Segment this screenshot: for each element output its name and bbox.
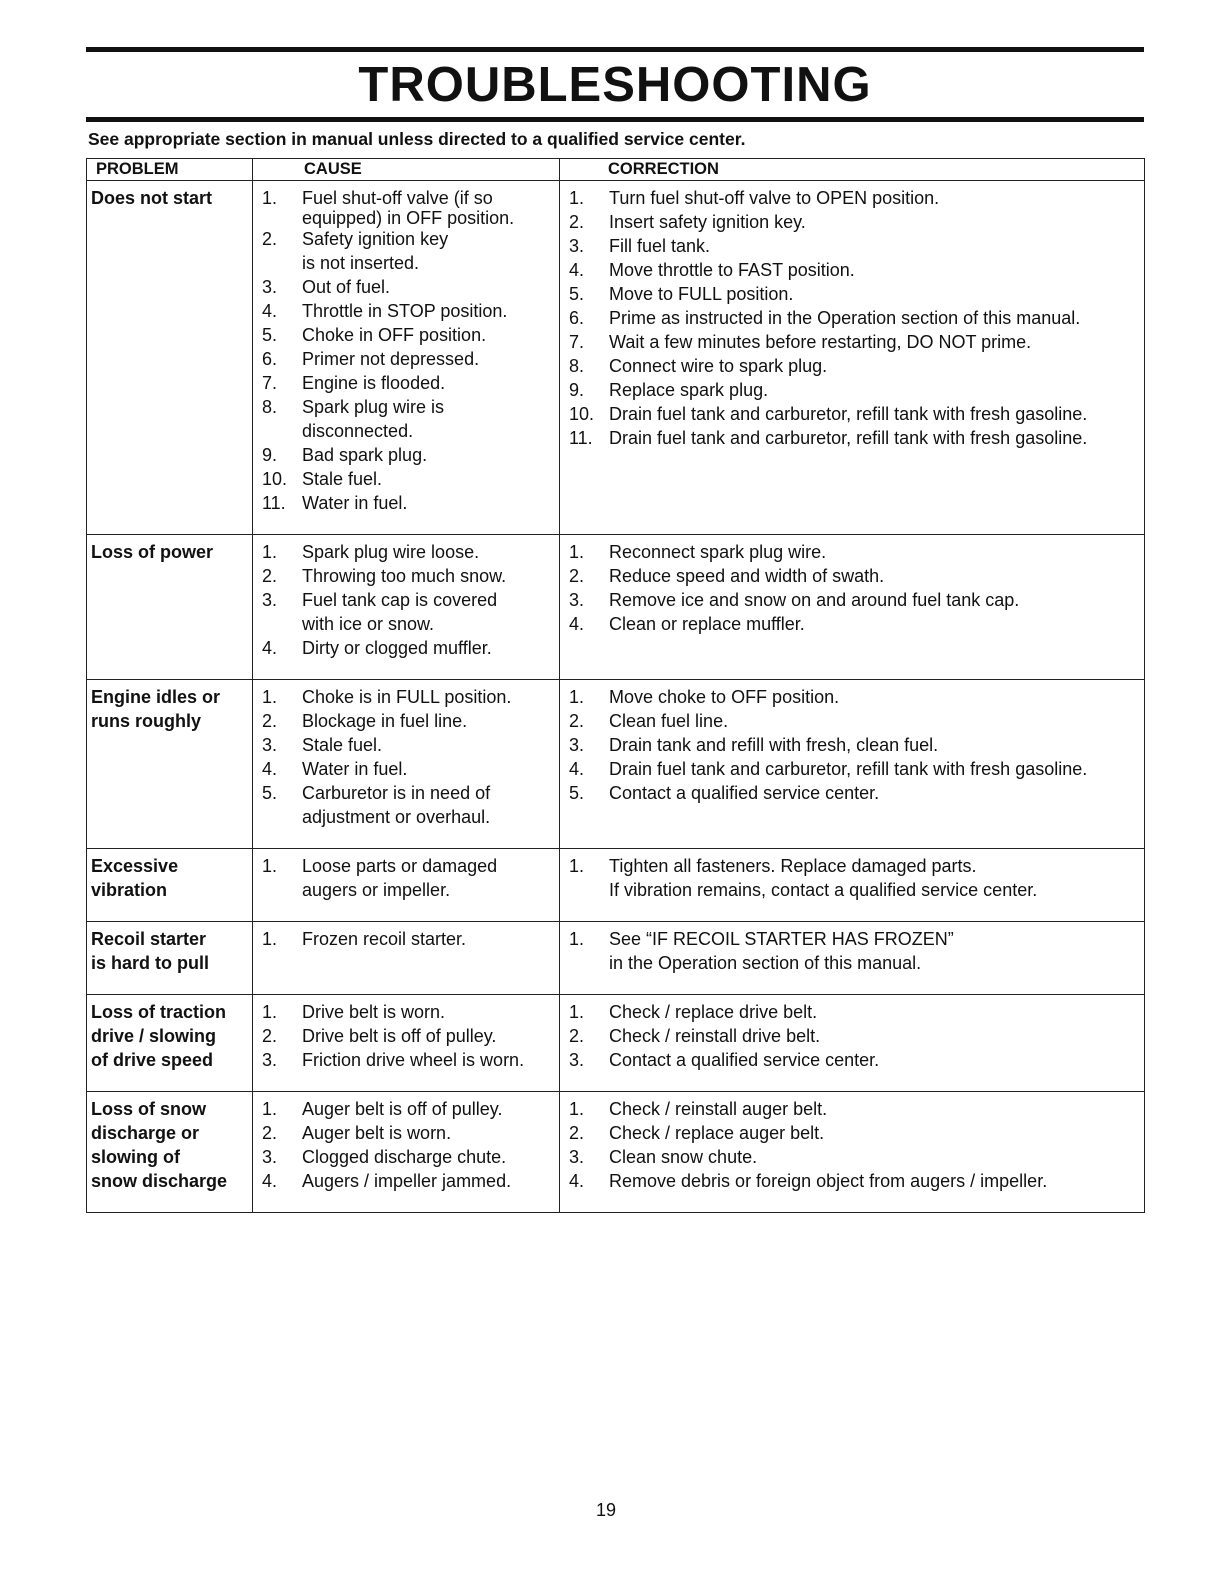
item-number: 3. <box>262 1050 278 1070</box>
cause-item <box>262 395 555 443</box>
problem-cell <box>87 181 253 535</box>
item-number: 4. <box>262 638 278 658</box>
problem-label: is hard to pull <box>91 953 210 973</box>
item-text: Move to FULL position. <box>609 284 794 304</box>
item-number: 3. <box>569 236 585 256</box>
problem-label: slowing of <box>91 1147 180 1167</box>
item-number: 2. <box>569 566 585 586</box>
page-subtitle: See appropriate section in manual unless directed to a qualified service center. <box>88 129 746 149</box>
correction-item <box>569 1097 1140 1121</box>
correction-list <box>569 540 1140 636</box>
cause-item <box>262 540 555 564</box>
item-text: Drain tank and refill with fresh, clean fuel. <box>609 735 939 755</box>
problem-label: Loss of snow <box>91 1099 207 1119</box>
correction-item <box>569 781 1140 805</box>
item-text: Clean snow chute. <box>609 1147 758 1167</box>
cause-item <box>262 323 555 347</box>
correction-cell <box>560 922 1145 995</box>
item-text-continued: If vibration remains, contact a qualified service center. <box>609 880 1038 900</box>
correction-item <box>569 733 1140 757</box>
item-text: Move throttle to FAST position. <box>609 260 855 280</box>
item-number: 4. <box>262 301 278 321</box>
correction-item <box>569 1024 1140 1048</box>
table-row <box>87 995 1145 1092</box>
item-number: 2. <box>262 1123 278 1143</box>
problem-label: of drive speed <box>91 1050 214 1070</box>
cause-item <box>262 1048 555 1072</box>
item-text-continued: adjustment or overhaul. <box>302 807 491 827</box>
title-bottom-rule <box>86 117 1144 122</box>
item-text: Throttle in STOP position. <box>302 301 508 321</box>
cause-item <box>262 186 555 227</box>
item-text: Choke in OFF position. <box>302 325 487 345</box>
item-text: See “IF RECOIL STARTER HAS FROZEN” <box>609 929 954 949</box>
table-row <box>87 1092 1145 1213</box>
problem-label: discharge or <box>91 1123 200 1143</box>
table-row <box>87 680 1145 849</box>
item-text: Reconnect spark plug wire. <box>609 542 827 562</box>
cause-item <box>262 781 555 829</box>
item-text: Water in fuel. <box>302 493 408 513</box>
correction-cell <box>560 680 1145 849</box>
item-text: Carburetor is in need of <box>302 783 491 803</box>
item-text: Contact a qualified service center. <box>609 1050 880 1070</box>
cause-cell <box>253 680 560 849</box>
item-text: Clogged discharge chute. <box>302 1147 507 1167</box>
item-text: Fuel tank cap is covered <box>302 590 498 610</box>
item-text: Check / replace drive belt. <box>609 1002 818 1022</box>
cause-item <box>262 709 555 733</box>
problem-label: drive / slowing <box>91 1026 217 1046</box>
item-text: Engine is flooded. <box>302 373 446 393</box>
correction-item <box>569 1145 1140 1169</box>
cause-cell <box>253 535 560 680</box>
cause-item <box>262 927 555 951</box>
cause-item <box>262 467 555 491</box>
item-text: Clean or replace muffler. <box>609 614 805 634</box>
correction-list <box>569 685 1140 805</box>
item-text: Bad spark plug. <box>302 445 428 465</box>
item-number: 1. <box>262 687 278 707</box>
item-text: Loose parts or damaged <box>302 856 498 876</box>
item-number: 9. <box>262 445 278 465</box>
cause-item <box>262 733 555 757</box>
item-text-continued: is not inserted. <box>302 253 420 273</box>
cause-list <box>262 186 555 515</box>
item-text: Out of fuel. <box>302 277 391 297</box>
problem-label: Loss of traction <box>91 1002 227 1022</box>
item-number: 2. <box>262 566 278 586</box>
correction-item <box>569 588 1140 612</box>
problem-cell <box>87 995 253 1092</box>
item-text: Spark plug wire is <box>302 397 445 417</box>
item-text: Water in fuel. <box>302 759 408 779</box>
item-number: 1. <box>569 1002 585 1022</box>
item-number: 10. <box>569 404 595 424</box>
cause-cell <box>253 995 560 1092</box>
item-number: 2. <box>569 711 585 731</box>
correction-item <box>569 210 1140 234</box>
item-number: 7. <box>262 373 278 393</box>
item-text-continued: disconnected. <box>302 421 414 441</box>
item-text: Spark plug wire loose. <box>302 542 480 562</box>
cause-list <box>262 1000 555 1072</box>
item-text: Remove debris or foreign object from augers / impeller. <box>609 1171 1048 1191</box>
cause-item <box>262 371 555 395</box>
item-text: Stale fuel. <box>302 735 383 755</box>
item-number: 10. <box>262 469 288 489</box>
item-number: 1. <box>569 1099 585 1119</box>
cause-cell <box>253 181 560 535</box>
cause-item <box>262 588 555 636</box>
header-correction: CORRECTION <box>560 159 1145 181</box>
correction-cell <box>560 849 1145 922</box>
correction-list <box>569 1000 1140 1072</box>
table-row <box>87 849 1145 922</box>
item-number: 3. <box>569 1050 585 1070</box>
cause-item <box>262 685 555 709</box>
cause-item <box>262 636 555 660</box>
item-text: Turn fuel shut-off valve to OPEN position. <box>609 188 940 208</box>
correction-list <box>569 1097 1140 1193</box>
cause-item <box>262 1000 555 1024</box>
item-text: Replace spark plug. <box>609 380 769 400</box>
correction-item <box>569 426 1140 450</box>
page-number: 19 <box>595 1500 617 1520</box>
item-number: 1. <box>262 1099 278 1119</box>
item-text: Choke is in FULL position. <box>302 687 512 707</box>
item-text: Tighten all fasteners. Replace damaged parts. <box>609 856 977 876</box>
cause-item <box>262 1121 555 1145</box>
item-text: Primer not depressed. <box>302 349 480 369</box>
item-number: 4. <box>262 1171 278 1191</box>
cause-item <box>262 347 555 371</box>
cause-item <box>262 227 555 275</box>
item-text: Contact a qualified service center. <box>609 783 880 803</box>
correction-cell <box>560 535 1145 680</box>
item-number: 4. <box>569 614 585 634</box>
correction-item <box>569 378 1140 402</box>
item-number: 1. <box>569 542 585 562</box>
cause-item <box>262 299 555 323</box>
item-number: 1. <box>262 188 278 208</box>
item-number: 1. <box>262 1002 278 1022</box>
table-body <box>87 181 1145 1213</box>
cause-item <box>262 275 555 299</box>
item-number: 5. <box>569 783 585 803</box>
item-number: 2. <box>262 229 278 249</box>
item-text: Throwing too much snow. <box>302 566 507 586</box>
problem-label: vibration <box>91 880 168 900</box>
item-text: Friction drive wheel is worn. <box>302 1050 525 1070</box>
cause-cell <box>253 849 560 922</box>
table-row <box>87 922 1145 995</box>
item-text: Auger belt is worn. <box>302 1123 452 1143</box>
problem-cell <box>87 922 253 995</box>
cause-item <box>262 757 555 781</box>
cause-item <box>262 1169 555 1193</box>
cause-list <box>262 540 555 660</box>
correction-item <box>569 709 1140 733</box>
item-number: 8. <box>569 356 585 376</box>
correction-list <box>569 927 1140 975</box>
cause-item <box>262 564 555 588</box>
correction-item <box>569 258 1140 282</box>
item-number: 4. <box>569 759 585 779</box>
item-number: 9. <box>569 380 585 400</box>
correction-cell <box>560 995 1145 1092</box>
cause-item <box>262 1097 555 1121</box>
correction-item <box>569 564 1140 588</box>
item-number: 1. <box>569 856 585 876</box>
correction-item <box>569 330 1140 354</box>
item-number: 5. <box>569 284 585 304</box>
cause-item <box>262 491 555 515</box>
table-row <box>87 535 1145 680</box>
problem-label: snow discharge <box>91 1171 228 1191</box>
item-number: 2. <box>569 1123 585 1143</box>
item-text-continued: equipped) in OFF position. <box>302 208 515 228</box>
correction-item <box>569 186 1140 210</box>
problem-label: Does not start <box>91 188 213 208</box>
item-number: 1. <box>569 188 585 208</box>
item-number: 3. <box>569 590 585 610</box>
problem-cell <box>87 535 253 680</box>
item-number: 7. <box>569 332 585 352</box>
item-number: 2. <box>569 212 585 232</box>
correction-item <box>569 354 1140 378</box>
cause-list <box>262 1097 555 1193</box>
header-cause: CAUSE <box>253 159 560 181</box>
item-number: 3. <box>262 1147 278 1167</box>
item-text: Insert safety ignition key. <box>609 212 806 232</box>
item-number: 3. <box>262 590 278 610</box>
problem-label: Recoil starter <box>91 929 207 949</box>
problem-cell <box>87 849 253 922</box>
cause-list <box>262 854 555 902</box>
item-text: Dirty or clogged muffler. <box>302 638 492 658</box>
item-text: Prime as instructed in the Operation section of this manual. <box>609 308 1081 328</box>
item-number: 4. <box>569 260 585 280</box>
item-text: Drain fuel tank and carburetor, refill tank with fresh gasoline. <box>609 404 1088 424</box>
correction-item <box>569 927 1140 975</box>
item-number: 2. <box>262 1026 278 1046</box>
problem-label: Engine idles or <box>91 687 221 707</box>
item-number: 4. <box>262 759 278 779</box>
cause-item <box>262 1145 555 1169</box>
item-text: Fuel shut-off valve (if so <box>302 188 493 208</box>
item-number: 11. <box>569 428 593 448</box>
correction-item <box>569 234 1140 258</box>
item-text: Move choke to OFF position. <box>609 687 840 707</box>
item-text: Blockage in fuel line. <box>302 711 468 731</box>
item-text: Drain fuel tank and carburetor, refill tank with fresh gasoline. <box>609 759 1088 779</box>
page-title: TROUBLESHOOTING <box>358 58 872 112</box>
item-text: Reduce speed and width of swath. <box>609 566 885 586</box>
problem-label: runs roughly <box>91 711 202 731</box>
item-text-continued: with ice or snow. <box>302 614 435 634</box>
correction-item <box>569 1169 1140 1193</box>
correction-cell <box>560 181 1145 535</box>
item-text: Safety ignition key <box>302 229 449 249</box>
correction-item <box>569 685 1140 709</box>
item-number: 3. <box>262 277 278 297</box>
item-text: Remove ice and snow on and around fuel tank cap. <box>609 590 1020 610</box>
item-number: 2. <box>262 711 278 731</box>
problem-cell <box>87 680 253 849</box>
item-text: Drive belt is off of pulley. <box>302 1026 497 1046</box>
correction-item <box>569 1121 1140 1145</box>
item-number: 4. <box>569 1171 585 1191</box>
item-text: Drive belt is worn. <box>302 1002 446 1022</box>
item-text: Stale fuel. <box>302 469 383 489</box>
item-text: Augers / impeller jammed. <box>302 1171 512 1191</box>
correction-list <box>569 186 1140 450</box>
correction-item <box>569 402 1140 426</box>
correction-item <box>569 1000 1140 1024</box>
item-number: 1. <box>569 687 585 707</box>
correction-item <box>569 612 1140 636</box>
item-text: Clean fuel line. <box>609 711 729 731</box>
item-text: Drain fuel tank and carburetor, refill tank with fresh gasoline. <box>609 428 1088 448</box>
item-text-continued: in the Operation section of this manual. <box>609 953 922 973</box>
correction-item <box>569 540 1140 564</box>
item-number: 1. <box>262 542 278 562</box>
cause-item <box>262 1024 555 1048</box>
cause-list <box>262 685 555 829</box>
item-text: Frozen recoil starter. <box>302 929 467 949</box>
problem-label: Excessive <box>91 856 179 876</box>
correction-item <box>569 1048 1140 1072</box>
problem-cell <box>87 1092 253 1213</box>
header-problem: PROBLEM <box>87 159 253 181</box>
troubleshooting-table <box>86 158 1145 1213</box>
cause-cell <box>253 922 560 995</box>
item-number: 11. <box>262 493 286 513</box>
correction-item <box>569 854 1140 902</box>
correction-list <box>569 854 1140 902</box>
correction-item <box>569 306 1140 330</box>
item-number: 5. <box>262 325 278 345</box>
top-rule <box>86 47 1144 52</box>
item-number: 5. <box>262 783 278 803</box>
cause-item <box>262 443 555 467</box>
correction-item <box>569 282 1140 306</box>
item-number: 6. <box>569 308 585 328</box>
item-number: 1. <box>569 929 585 949</box>
cause-cell <box>253 1092 560 1213</box>
item-number: 1. <box>262 856 278 876</box>
item-number: 1. <box>262 929 278 949</box>
item-text: Check / reinstall auger belt. <box>609 1099 828 1119</box>
correction-item <box>569 757 1140 781</box>
item-text: Wait a few minutes before restarting, DO NOT prime. <box>609 332 1032 352</box>
cause-item <box>262 854 555 902</box>
item-text: Fill fuel tank. <box>609 236 711 256</box>
cause-list <box>262 927 555 951</box>
problem-label: Loss of power <box>91 542 214 562</box>
item-number: 3. <box>569 735 585 755</box>
item-number: 3. <box>569 1147 585 1167</box>
table-header-row <box>87 159 1145 181</box>
table-row <box>87 181 1145 535</box>
item-text: Check / reinstall drive belt. <box>609 1026 821 1046</box>
item-text: Auger belt is off of pulley. <box>302 1099 503 1119</box>
item-text: Connect wire to spark plug. <box>609 356 828 376</box>
correction-cell <box>560 1092 1145 1213</box>
item-text: Check / replace auger belt. <box>609 1123 825 1143</box>
item-text-continued: augers or impeller. <box>302 880 451 900</box>
item-number: 2. <box>569 1026 585 1046</box>
item-number: 3. <box>262 735 278 755</box>
item-number: 6. <box>262 349 278 369</box>
item-number: 8. <box>262 397 278 417</box>
